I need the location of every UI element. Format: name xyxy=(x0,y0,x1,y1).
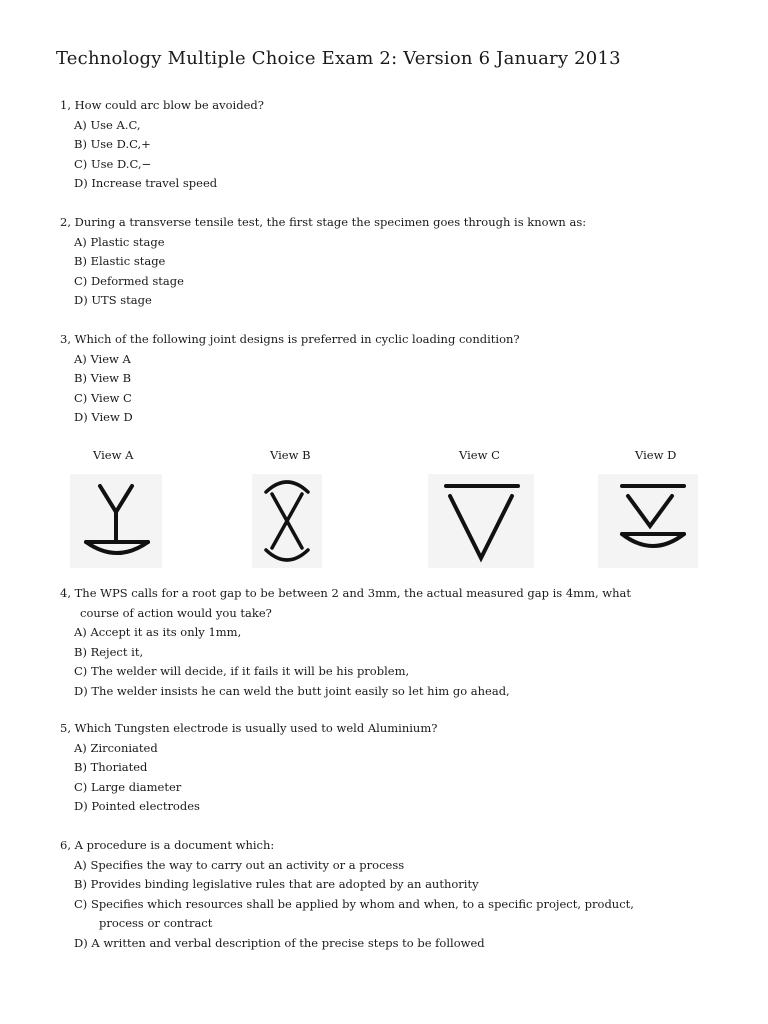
option-a: A) Use A.C, xyxy=(74,117,141,132)
option-b: B) Thoriated xyxy=(74,760,148,774)
view-b-label: View B xyxy=(270,448,311,462)
option-b: B) Use D.C,+ xyxy=(74,137,151,151)
view-a-symbol xyxy=(70,474,162,568)
option-c: C) Specifies which resources shall be applied by whom and when, to a specific project, product, xyxy=(74,896,634,911)
question-2 xyxy=(60,213,586,311)
question-3 xyxy=(60,330,520,428)
question-stem: 4, The WPS calls for a root gap to be between 2 and 3mm, the actual measured gap is 4mm, what xyxy=(60,586,632,600)
question-1 xyxy=(60,96,264,194)
option-a: A) Zirconiated xyxy=(74,740,158,755)
option-d: D) The welder insists he can weld the butt joint easily so let him go ahead, xyxy=(74,683,510,698)
option-a: A) View A xyxy=(74,351,131,366)
option-d: D) Pointed electrodes xyxy=(74,799,200,813)
view-a-label: View A xyxy=(93,448,134,462)
double-v-symbol-icon xyxy=(252,474,322,568)
question-stem: 3, Which of the following joint designs is preferred in cyclic loading condition? xyxy=(60,332,520,346)
question-stem: 5, Which Tungsten electrode is usually used to weld Aluminium? xyxy=(60,721,438,735)
option-d: D) View D xyxy=(74,410,133,424)
option-c: C) Large diameter xyxy=(74,779,182,794)
v-butt-flush-icon xyxy=(428,474,534,568)
option-a: A) Specifies the way to carry out an activity or a process xyxy=(74,857,405,872)
page-title: Technology Multiple Choice Exam 2: Version 6 January 2013 xyxy=(56,48,621,69)
option-a: A) Accept it as its only 1mm, xyxy=(74,625,242,639)
option-c: C) View C xyxy=(74,390,132,405)
option-b: B) View B xyxy=(74,371,132,385)
option-b: B) Reject it, xyxy=(74,644,144,659)
option-d: D) UTS stage xyxy=(74,293,152,307)
joint-design-views xyxy=(0,448,768,568)
option-c: C) Use D.C,− xyxy=(74,156,152,171)
option-c-continued: process or contract xyxy=(99,916,213,930)
option-d: D) A written and verbal description of the precise steps to be followed xyxy=(74,935,485,950)
question-stem-continued: course of action would you take? xyxy=(80,605,272,620)
view-d-symbol xyxy=(598,474,698,568)
question-6 xyxy=(60,836,634,953)
option-b: B) Elastic stage xyxy=(74,254,166,268)
option-b: B) Provides binding legislative rules that are adopted by an authority xyxy=(74,877,479,891)
v-butt-with-backing-icon xyxy=(598,474,698,568)
question-stem: 6, A procedure is a document which: xyxy=(60,838,275,852)
option-c: C) Deformed stage xyxy=(74,273,184,288)
question-stem: 2, During a transverse tensile test, the first stage the specimen goes through is known as: xyxy=(60,215,587,229)
question-stem: 1, How could arc blow be avoided? xyxy=(60,98,264,112)
option-a: A) Plastic stage xyxy=(74,234,165,249)
view-d-label: View D xyxy=(635,448,677,462)
single-u-with-backing-icon xyxy=(70,474,162,568)
view-b-symbol xyxy=(252,474,322,568)
question-4 xyxy=(60,584,631,701)
option-d: D) Increase travel speed xyxy=(74,176,218,190)
question-5 xyxy=(60,719,437,817)
view-c-symbol xyxy=(428,474,534,568)
option-c: C) The welder will decide, if it fails it will be his problem, xyxy=(74,664,410,678)
view-c-label: View C xyxy=(459,448,500,462)
